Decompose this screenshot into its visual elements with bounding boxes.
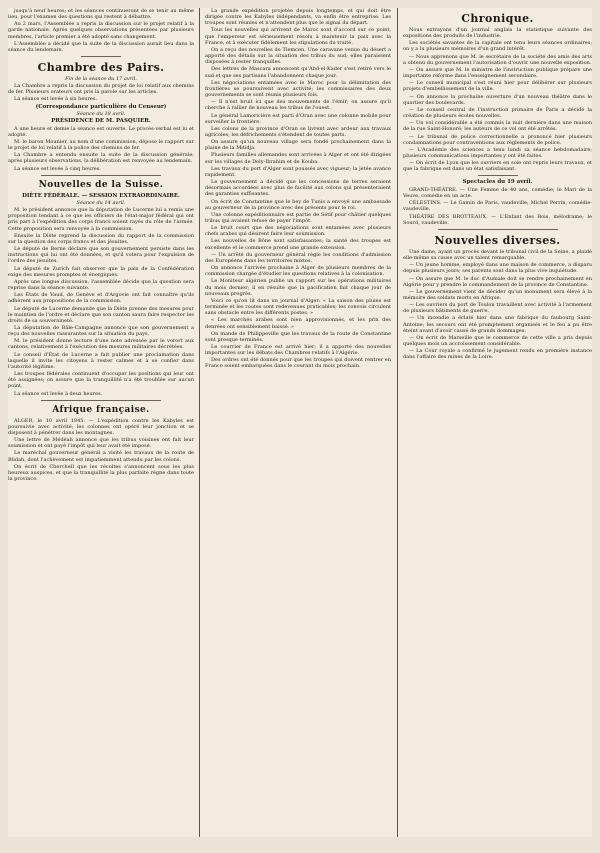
paragraph: CÉLESTINS. — Le Gamin de Paris, vaudeville; Michel Perrin, comédie-vaudeville. xyxy=(403,200,592,213)
section-title-diverses: Nouvelles diverses. xyxy=(434,233,561,247)
paragraph: Les États de Vaud, de Genève et d'Argovie ont fait connaître qu'ils adhèrent aux propositions de la commission. xyxy=(8,292,194,305)
column-right xyxy=(403,8,592,837)
paragraph: — Un jeune homme, employé dans une maison de commerce, a disparu depuis plusieurs jours; ses parents sont dans la plus vive inquiétude. xyxy=(403,262,592,275)
paragraph: Le député de Zurich fait observer que la paix de la Confédération exige des mesures promptes et énergiques. xyxy=(8,265,194,278)
paragraph: — On assure que M. le ministre de l'instruction publique prépare une importante réforme dans l'enseignement secondaire. xyxy=(403,66,592,80)
section-title-chronique: Chronique. xyxy=(461,12,534,25)
paragraph: Les colons de la province d'Oran se livrent avec ardeur aux travaux agricoles; les défrichements s'étendent de toutes parts. xyxy=(205,125,391,138)
paragraph: Le général Lamoricière est parti d'Oran avec une colonne mobile pour surveiller la frontière. xyxy=(205,112,391,125)
intro-text xyxy=(8,8,194,53)
paragraph: Le conseil d'État de Lucerne a fait publier une proclamation dans laquelle il invite les citoyens à rester calmes et à se confier dans l'autorité légitime. xyxy=(8,351,194,370)
paragraph: jusqu'à neuf heures; et les séances continueront de se tenir au même lieu, pour l'examen des questions qui restent à débattre. xyxy=(8,8,194,21)
seance-date: Séance du 14 avril. xyxy=(76,200,126,207)
paragraph: ALGER, le 10 avril 1845. — L'expédition contre les Kabyles est poursuivie avec activité; les colonnes ont opéré leur jonction et se disposent à pénétrer dans les montagnes. xyxy=(8,417,194,436)
section-title-suisse: Nouvelles de la Suisse. xyxy=(38,179,164,190)
paragraph: A une heure et demie la séance est ouverte. Le procès-verbal est lu et adopté. xyxy=(8,125,194,138)
paragraph: Le courrier de France est arrivé hier; il a apporté des nouvelles importantes sur les débats des Chambres relatifs à l'Algérie. xyxy=(205,343,391,357)
column-divider xyxy=(199,8,200,837)
correspondance-note: (Correspondance particulière du Censeur) xyxy=(35,103,167,110)
paragraph: Les troupes fédérales continuent d'occuper les positions qui leur ont été assignées; on assure que la tranquillité n'a été troublée sur aucun point. xyxy=(8,371,194,390)
paragraph: La députation de Bâle-Campagne annonce que son gouvernement a reçu des nouvelles rassurantes sur la situation du pays. xyxy=(8,324,194,338)
section-subtitle: DIÈTE FÉDÉRALE. — SESSION EXTRAORDINAIRE. xyxy=(22,192,180,199)
paragraph: — Le conseil municipal s'est réuni hier pour délibérer sur plusieurs projets d'embellissement de la ville. xyxy=(403,80,592,93)
paragraph: « Les marchés arabes sont bien approvisionnés, et les prix des denrées ont sensiblement baissé. » xyxy=(205,317,391,330)
paragraph: — Le gouvernement vient de décider qu'un monument sera élevé à la mémoire des soldats morts en Afrique. xyxy=(403,288,592,301)
paragraph: La séance est levée à deux heures. xyxy=(14,390,103,397)
paragraph: Plusieurs familles allemandes sont arrivées à Alger et ont été dirigées sur les villages de Dely-Ibrahim et de Kouba. xyxy=(205,152,391,165)
paragraph: Le gouvernement a décidé que les concessions de terres seraient désormais accordées avec plus de facilité aux colons qui présenteraient des garanties suffisantes. xyxy=(205,179,391,198)
section-title-spectacles: Spectacles du 19 avril. xyxy=(462,179,533,186)
section-subtitle: Fin de la séance du 17 avril. xyxy=(65,76,137,83)
paragraph: Une dame, ayant un procès devant le tribunal civil de la Seine, a plaidé elle-même sa cause avec un talent remarquable. xyxy=(403,248,592,262)
paragraph: On écrit de Constantine que le bey de Tunis a envoyé une ambassade au gouverneur de la province avec des présents pour le roi. xyxy=(205,198,391,211)
paragraph: La séance est levée à cinq heures. xyxy=(14,165,101,172)
paragraph: La Chambre a entendu ensuite la suite de la discussion générale; après plusieurs observations, la délibération est renvoyée au lendemain. xyxy=(8,152,194,165)
paragraph: Voici ce qu'on lit dans un journal d'Alger: « La saison des pluies est terminée et les routes sont redevenues praticables; les convois circulent sans obstacle entre les différents postes. » xyxy=(205,297,391,317)
paragraph: — Le tribunal de police correctionnelle a prononcé hier plusieurs condamnations pour contraventions aux règlements de police. xyxy=(403,133,592,146)
paragraph: La Chambre a repris la discussion du projet de loi relatif aux chemins de fer. Plusieurs orateurs ont pris la parole sur les articles. xyxy=(8,83,194,96)
paragraph: Le Moniteur algérien publie un rapport sur les opérations militaires du mois dernier; il en résulte que la pacification fait chaque jour de nouveaux progrès. xyxy=(205,278,391,297)
paragraph: La séance est levée à six heures. xyxy=(14,96,98,103)
paragraph: — Un incendie a éclaté hier dans une fabrique du faubourg Saint-Antoine; les secours ont été promptement organisés et le feu a pu être éteint avant d'avoir causé de grands dommages. xyxy=(403,315,592,334)
paragraph: Une colonne expéditionnaire est partie de Sétif pour châtier quelques tribus qui avaient refusé de payer l'impôt. xyxy=(205,211,391,224)
paragraph: Le député de Berne déclare que son gouvernement persiste dans les instructions qui lui ont été données, et qu'il votera pour l'expulsion de l'ordre des jésuites. xyxy=(8,246,194,265)
paragraph: Les négociations entamées avec le Maroc pour la délimitation des frontières se poursuivent avec activité; les commissaires des deux gouvernements se sont réunis plusieurs fois. xyxy=(205,79,391,99)
paragraph: Les sociétés savantes de la capitale ont tenu leurs séances ordinaires; on y a lu plusieurs mémoires d'un grand intérêt. xyxy=(403,40,592,53)
paragraph: L'Assemblée a décidé que la suite de la discussion aurait lieu dans la séance du lendemain. xyxy=(8,40,194,53)
paragraph: — L'Académie des sciences a tenu lundi sa séance hebdomadaire; plusieurs communications importantes y ont été faites. xyxy=(403,146,592,159)
newspaper-page xyxy=(8,8,592,837)
paragraph: Tous les nouvelles qui arrivent de Maroc sont d'accord sur ce point, que l'empereur est sérieusement résolu à maintenir la paix avec la France, et à exécuter fidèlement les stipulations du traité. xyxy=(205,27,391,46)
paragraph: — Il n'est bruit ici que des mouvements de l'émir; on assure qu'il cherche à rallier de nouveau les tribus de l'ouest. xyxy=(205,99,391,112)
paragraph: Au 2 mars, l'Assemblée a repris la discussion sur le projet relatif à la garde nationale. Après quelques observations présentées par plusieurs membres, l'article premier a été adopté sans changement. xyxy=(8,21,194,40)
paragraph: — La Cour royale a confirmé le jugement rendu en première instance dans l'affaire des mines de la Loire. xyxy=(403,348,592,361)
column-divider xyxy=(397,8,398,837)
paragraph: On mande de Philippeville que les travaux de la route de Constantine sont presque terminés. xyxy=(205,330,391,343)
paragraph: Ensuite la Diète reprend la discussion du rapport de la commission sur la question des corps francs et des jésuites. xyxy=(8,232,194,245)
paragraph: Des lettres de Mascara annoncent qu'Abd-el-Kader s'est retiré vers le sud et que ses partisans l'abandonnent chaque jour. xyxy=(205,66,391,79)
seance-date: Séance du 18 avril. xyxy=(76,111,126,118)
paragraph: On annonce l'arrivée prochaine à Alger de plusieurs membres de la commission chargée d'étudier les questions relatives à la colonisation. xyxy=(205,265,391,278)
paragraph: La grande expédition projetée depuis longtemps, et qui doit être dirigée contre les Kabyles indépendants, va enfin être entreprise. Les troupes sont réunies et n'attendent plus que le signal du départ. xyxy=(205,8,391,27)
paragraph: — Un arrêté du gouverneur général règle les conditions d'admission des Européens dans les territoires mixtes. xyxy=(205,251,391,264)
section-title-chambre: Chambre des Pairs. xyxy=(37,61,165,75)
paragraph: — On écrit de Marseille que le commerce de cette ville a pris depuis quelques mois un accroissement considérable. xyxy=(403,334,592,348)
paragraph: On écrit de Cherchell que les récoltes s'annoncent sous les plus heureux auspices, et que la tranquillité la plus parfaite règne dans toute la province. xyxy=(8,463,194,483)
paragraph: M. le président annonce que la députation de Lucerne lui a remis une proposition tendant à ce que les officiers de l'état-major fédéral qui ont pris part à l'expédition des corps francs soient rayés du rôle de l'armée. Cette proposition sera renvoyée à la commission. xyxy=(8,207,194,232)
paragraph: Une lettre de Médéah annonce que les tribus voisines ont fait leur soumission et ont payé l'impôt qui leur avait été imposé. xyxy=(8,437,194,450)
paragraph: GRAND-THÉÂTRE. — Une Femme de 40 ans, comédie; le Mari de la Veuve, comédie en un acte. xyxy=(403,186,592,200)
paragraph: Les nouvelles de Bône sont satisfaisantes; la santé des troupes est excellente et le commerce prend une grande extension. xyxy=(205,238,391,251)
paragraph: — Nous apprenons que M. le secrétaire de la société des amis des arts a obtenu du gouvernement l'autorisation d'ouvrir une nouvelle exposition. xyxy=(403,53,592,66)
column-left xyxy=(8,8,194,837)
paragraph: — On annonce la prochaine ouverture d'un nouveau théâtre dans le quartier des boulevards. xyxy=(403,93,592,106)
paragraph: Des ordres ont été donnés pour que les troupes qui doivent rentrer en France soient embarquées dans le courant du mois prochain. xyxy=(205,357,391,370)
paragraph: M. le baron Mounier, au nom d'une commission, dépose le rapport sur le projet de loi relatif à la police des chemins de fer. xyxy=(8,138,194,152)
paragraph: Nous extrayons d'un journal anglais la statistique suivante des expositions des produits de l'industrie. xyxy=(403,27,592,40)
paragraph: — On assure que M. le duc d'Aumale doit se rendre prochainement en Algérie pour y prendre le commandement de la province de Constantine. xyxy=(403,275,592,288)
column-middle xyxy=(205,8,391,837)
paragraph: — Les ouvriers du port de Toulon travaillent avec activité à l'armement de plusieurs bâtiments de guerre. xyxy=(403,302,592,315)
presidence: PRÉSIDENCE DE M. PASQUIER. xyxy=(51,118,151,125)
paragraph: Le maréchal gouverneur général a visité les travaux de la route de Blidah, dont l'achèvement est impatiemment attendu par les colons. xyxy=(8,450,194,463)
paragraph: On assure qu'un nouveau village sera fondé prochainement dans la plaine de la Mitidja. xyxy=(205,139,391,152)
paragraph: Le bruit court que des négociations sont entamées avec plusieurs chefs arabes qui désirent faire leur soumission. xyxy=(205,225,391,238)
paragraph: — Le conseil central de l'instruction primaire de Paris a décidé la création de plusieurs écoles nouvelles. xyxy=(403,106,592,120)
paragraph: M. le président donne lecture d'une note adressée par le vorort aux cantons, relativement à l'exécution des mesures militaires décrétées. xyxy=(8,338,194,351)
section-title-afrique: Afrique française. xyxy=(52,404,150,415)
paragraph: THÉÂTRE DES BROTTEAUX. — L'Enfant des Bois, mélodrame; le Sourd, vaudeville. xyxy=(403,213,592,226)
paragraph: Après une longue discussion, l'assemblée décide que la question sera reprise dans la séance suivante. xyxy=(8,278,194,292)
paragraph: — On écrit de Lyon que les ouvriers en soie ont repris leurs travaux, et que la fabrique est dans un état satisfaisant. xyxy=(403,160,592,173)
paragraph: — Un vol considérable a été commis la nuit dernière dans une maison de la rue Saint-Honoré; les auteurs de ce vol ont été arrêtés. xyxy=(403,120,592,133)
paragraph: On a reçu des nouvelles de Tlemcen. Une caravane venue du désert a apporté des détails sur la situation des tribus du sud; elles paraissent disposées à rester tranquilles. xyxy=(205,46,391,66)
paragraph: Le député de Lucerne demande que la Diète prenne des mesures pour le maintien de l'ordre et déclare que son canton saura faire respecter les droits de sa souveraineté. xyxy=(8,305,194,324)
paragraph: Les travaux du port d'Alger sont poussés avec vigueur; la jetée avance rapidement. xyxy=(205,165,391,178)
